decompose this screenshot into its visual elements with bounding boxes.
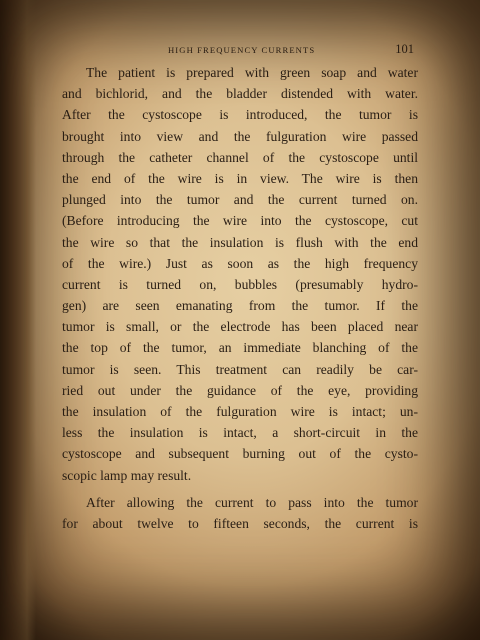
text-line: scopic lamp may result.	[62, 467, 192, 483]
text-line: ried out under the guidance of the eye, providing	[62, 382, 418, 398]
text-line: for about twelve to fifteen seconds, the current is	[62, 515, 418, 531]
text-line: through the catheter channel of the cystoscope until	[62, 149, 418, 165]
paragraph-1	[62, 62, 418, 486]
text-line: the wire so that the insulation is flush with the end	[62, 234, 418, 250]
book-spine-shadow	[0, 0, 36, 640]
text-line: of the wire.) Just as soon as the high frequency	[62, 255, 418, 271]
text-line: and bichlorid, and the bladder distended with water.	[62, 86, 418, 102]
text-line: the top of the tumor, an immediate blanching of the	[62, 340, 418, 356]
text-line: the end of the wire is in view. The wire is then	[62, 170, 418, 186]
paragraph-2	[62, 492, 418, 534]
text-line: After the cystoscope is introduced, the tumor is	[62, 107, 418, 123]
page-header	[62, 40, 418, 62]
text-line: tumor is seen. This treatment can readily be car-	[62, 361, 418, 377]
text-line: tumor is small, or the electrode has been placed near	[62, 319, 418, 335]
text-line: After allowing the current to pass into the tumor	[86, 494, 418, 510]
text-line: gen) are seen emanating from the tumor. If the	[62, 298, 418, 314]
text-line: brought into view and the fulguration wire passed	[62, 128, 418, 144]
book-page	[62, 40, 418, 534]
text-line: less the insulation is intact, a short-circuit in the	[62, 425, 418, 441]
text-line: cystoscope and subsequent burning out of the cysto-	[62, 446, 418, 462]
text-line: plunged into the tumor and the current turned on.	[62, 192, 418, 208]
text-line: (Before introducing the wire into the cystoscope, cut	[62, 213, 418, 229]
text-line: The patient is prepared with green soap and water	[86, 65, 418, 80]
text-line: current is turned on, bubbles (presumably hydro-	[62, 276, 418, 292]
text-line: the insulation of the fulguration wire is intact; un-	[62, 404, 418, 419]
page-number: 101	[395, 42, 414, 56]
running-head: HIGH FREQUENCY CURRENTS	[168, 45, 316, 55]
